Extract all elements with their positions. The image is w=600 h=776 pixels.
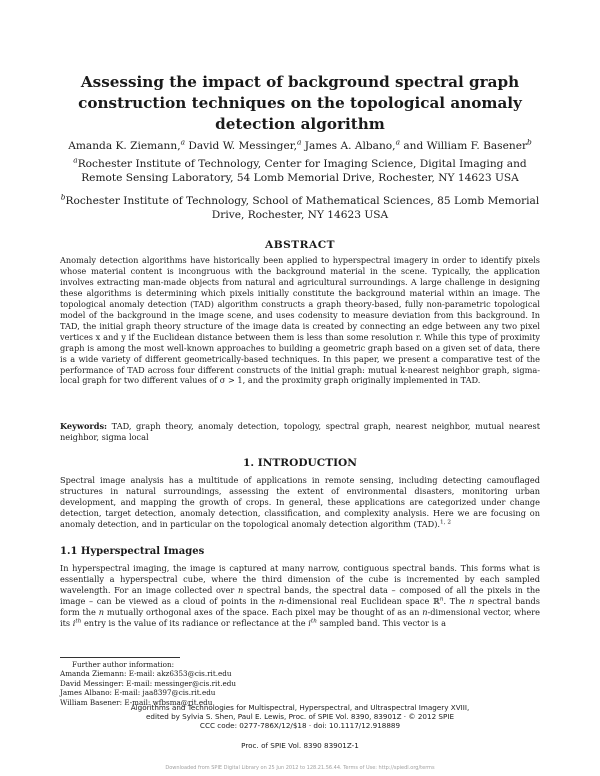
proceedings-info — [40, 703, 560, 730]
text-run: -dimensional real Euclidean space ℝ — [284, 595, 440, 606]
affiliation-mark: b — [527, 137, 532, 147]
author-list — [40, 139, 560, 153]
keywords-label: Keywords: — [60, 421, 108, 431]
author-name: David W. Messinger, — [188, 140, 297, 152]
text-run: spectral bands, the spectral data – composed of all the pixels in the image – can be viewed as a cloud of points in the — [60, 584, 540, 606]
footnote-line: Amanda Ziemann: E-mail: akz6353@cis.rit.edu — [60, 669, 232, 679]
affiliation-mark: a — [73, 155, 78, 165]
affiliation-mark: b — [60, 192, 66, 202]
footnote-rule — [60, 657, 180, 658]
text-run: In hyperspectral imaging, the image is captured at many narrow, contiguous spectral bands. This forms what is essentially a hyperspectral cube, where the third dimension of the cube is incremented by each sampled wavelength. For an image collected over — [60, 563, 540, 595]
keywords — [60, 421, 540, 443]
affiliation-a — [60, 157, 540, 185]
affiliation-text: Rochester Institute of Technology, Center for Imaging Science, Digital Imaging and Remote Sensing Laboratory, 54 Lomb Memorial Drive, Rochester, NY 14623 USA — [77, 158, 527, 184]
paper-title: Assessing the impact of background spectral graph construction techniques on the topological anomaly detection algorithm — [78, 73, 522, 133]
text-run: . The — [443, 595, 469, 606]
math-var: n — [469, 595, 475, 606]
proceedings-line: edited by Sylvia S. Shen, Paul E. Lewis, Proc. of SPIE Vol. 8390, 83901Z · © 2012 SPIE — [146, 712, 454, 721]
download-notice: Downloaded from SPIE Digital Library on 25 Jun 2012 to 128.21.56.44. Terms of Use: http://spiedl.org/terms — [165, 765, 435, 771]
author-name: Amanda K. Ziemann, — [68, 140, 181, 152]
math-var: i — [308, 617, 311, 628]
abstract-heading: ABSTRACT — [264, 239, 336, 251]
text-run: spectral bands form the — [60, 595, 541, 617]
section-heading-introduction: 1. INTRODUCTION — [243, 457, 357, 469]
proceedings-line: Algorithms and Technologies for Multispectral, Hyperspectral, and Ultraspectral Imagery XVIII, — [130, 703, 470, 712]
math-var: n — [422, 606, 428, 617]
math-var: n — [439, 596, 444, 603]
affiliation-mark: a — [395, 137, 400, 147]
footnote-line: James Albano: E-mail: jaa8397@cis.rit.edu — [60, 688, 216, 698]
subsection-heading-hyperspectral: 1.1 Hyperspectral Images — [60, 546, 205, 557]
text-run: mutually orthogonal axes of the space. Each pixel may be thought of as an — [104, 606, 423, 617]
math-var: i — [72, 617, 76, 628]
introduction-paragraph: Spectral image analysis has a multitude of applications in remote sensing, including detecting camouflaged structures in natural surroundings, assessing the extent of environmental disasters, monitoring urban development, and mapping the growth of crops. In general, these applications are categorized under change detection, target detection, anomaly detection, classification, and complexity analysis. Here we are focusing on anomaly detection, and in particular on the topological anomaly detection algorithm (TAD). — [60, 475, 540, 529]
footnote-heading: Further author information: — [72, 660, 175, 669]
text-run: -dimensional vector, where its — [60, 606, 540, 628]
author-name: James A. Albano, — [304, 140, 396, 152]
introduction-text — [60, 475, 540, 530]
page-number: Proc. of SPIE Vol. 8390 83901Z-1 — [241, 741, 359, 750]
citation-ref: 1, 2 — [440, 519, 451, 526]
affiliation-text: Rochester Institute of Technology, School of Mathematical Sciences, 85 Lomb Memorial Drive, Rochester, NY 14623 USA — [65, 195, 540, 221]
proceedings-line: CCC code: 0277-786X/12/$18 · doi: 10.1117/12.918889 — [199, 721, 401, 730]
footnote-line: David Messinger: E-mail: messinger@cis.rit.edu — [60, 678, 236, 688]
text-run: sampled band. This vector is a — [316, 617, 446, 628]
text-run: entry is the value of its radiance or reflectance at the — [81, 617, 309, 628]
keywords-text: TAD, graph theory, anomaly detection, topology, spectral graph, nearest neighbor, mutual nearest neighbor, sigma local — [60, 421, 540, 442]
author-footnote — [60, 660, 360, 707]
affiliation-b — [60, 194, 540, 222]
math-var: n — [278, 595, 285, 606]
abstract-text: Anomaly detection algorithms have historically been applied to hyperspectral imagery in order to identify pixels whose material content is incongruous with the background material in the scene. Typically, the application involves extracting man-made objects from natural and agricultural surroundings. A large challenge in designing these algorithms is determining which pixels initially constitute the background material within an image. The topological anomaly detection (TAD) algorithm constructs a graph theory-based, fully non-parametric topological model of the background in the image scene, and uses codensity to measure deviation from this background. In TAD, the initial graph theory structure of the image data is created by connecting an edge between any two pixel vertices x and y if the Euclidean distance between them is less than some resolution r. While this type of proximity graph is among the most well-known approaches to building a geometric graph based on a given set of data, there is a wide variety of different geometrically-based techniques. In this paper, we present a comparative test of the performance of TAD across four different constructs of the initial graph: mutual k-nearest neighbor graph, sigma-local graph for two different values of σ > 1, and the proximity graph originally implemented in TAD. — [60, 255, 540, 386]
math-var: n — [98, 606, 104, 617]
author-name: and William F. Basener — [403, 140, 528, 152]
math-var: n — [237, 584, 244, 595]
math-var: th — [75, 618, 82, 625]
footnote-line: William Basener: E-mail: wfbsma@rit.edu — [60, 697, 213, 707]
affiliation-mark: a — [180, 137, 185, 147]
hyperspectral-text — [60, 563, 540, 629]
math-var: th — [310, 618, 317, 625]
affiliation-mark: a — [296, 137, 302, 147]
